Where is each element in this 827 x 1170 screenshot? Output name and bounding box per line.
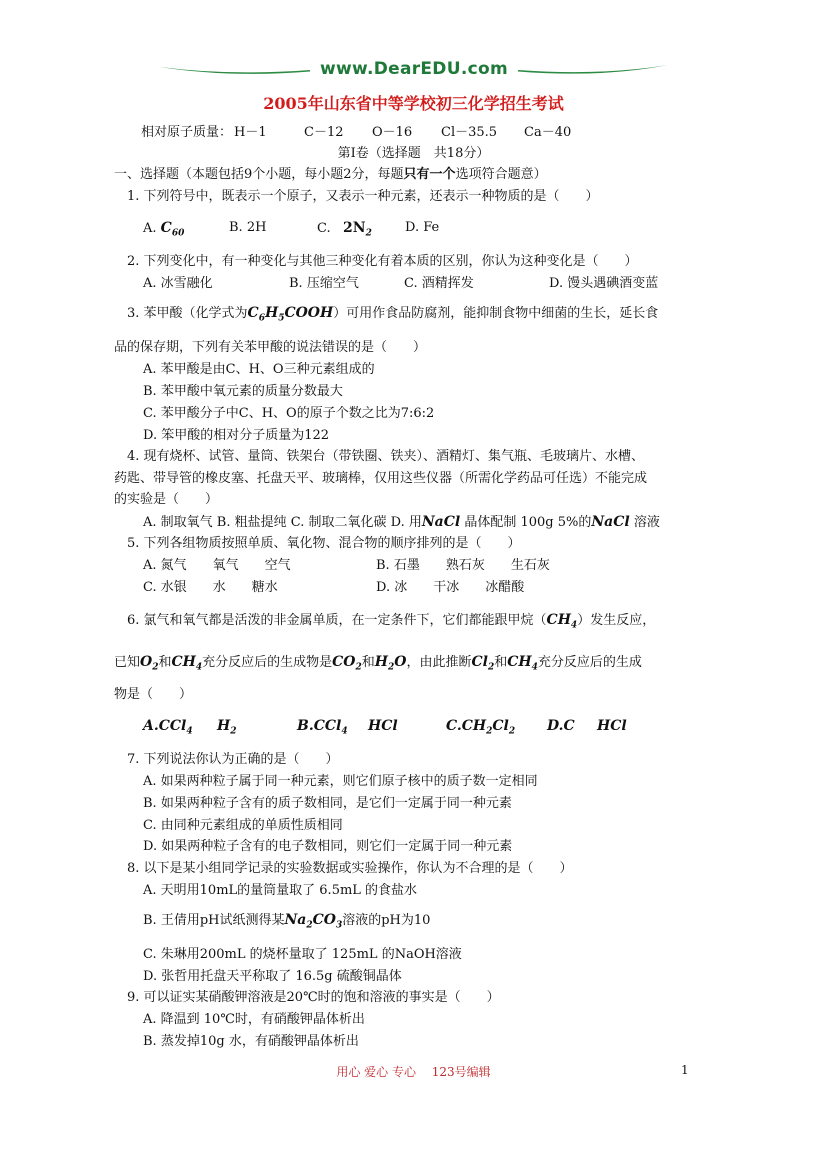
- q5-option-b: B. 石墨 熟石灰 生石灰: [376, 558, 550, 573]
- q5-option-a: A. 氮气 氧气 空气: [143, 558, 291, 573]
- q9-option-a: A. 降温到 10℃时，有硝酸钾晶体析出: [143, 1012, 365, 1027]
- q3-option-a: A. 苯甲酸是由C、H、O三种元素组成的: [143, 362, 375, 377]
- atomic-mass-ca: Ca－40: [524, 125, 572, 140]
- q2-option-d: D. 馒头遇碘酒变蓝: [549, 276, 659, 291]
- q8-option-b: B. 王倩用pH试纸测得某$Na_2CO_3$溶液的pH为10: [143, 912, 431, 931]
- q6-stem-line2: 已知$O_2$和$CH_4$充分反应后的生成物是$CO_2$和$H_2O$，由此推断$Cl_2$和$CH_4$充分反应后的生成: [114, 654, 642, 673]
- q1-option-a: A. $C_{60}$: [143, 220, 185, 239]
- q6-option-a: A.CCl$_4$: [143, 718, 193, 737]
- atomic-mass-o: O－16: [372, 125, 413, 140]
- q6-stem-line3: 物是（ ）: [114, 687, 193, 702]
- q6-option-d2: HCl: [597, 718, 627, 734]
- q7-option-b: B. 如果两种粒子含有的质子数相同，是它们一定属于同一种元素: [143, 796, 512, 811]
- q7-stem: 7. 下列说法你认为正确的是（ ）: [127, 752, 339, 767]
- q1-stem: 1. 下列符号中，既表示一个原子，又表示一种元素，还表示一种物质的是（ ）: [127, 189, 599, 204]
- q9-option-b: B. 蒸发掉10g 水，有硝酸钾晶体析出: [143, 1034, 359, 1049]
- q7-option-c: C. 由同种元素组成的单质性质相同: [143, 818, 343, 833]
- site-banner: [160, 58, 668, 84]
- page-number: 1: [681, 1063, 689, 1077]
- q8-stem: 8. 以下是某小组同学记录的实验数据或实验操作，你认为不合理的是（ ）: [127, 861, 573, 876]
- q5-option-c: C. 水银 水 糖水: [143, 580, 278, 595]
- q1-option-b: B. 2H: [229, 220, 267, 235]
- q5-stem: 5. 下列各组物质按照单质、氧化物、混合物的顺序排列的是（ ）: [127, 536, 521, 551]
- section-intro: 一、选择题（本题包括9个小题，每小题2分，每题只有一个选项符合题意）: [114, 167, 547, 182]
- q4-options: A. 制取氧气 B. 粗盐提纯 C. 制取二氧化碳 D. 用NaCl 晶体配制 100g 5%的NaCl 溶液: [143, 514, 660, 530]
- q2-option-b: B. 压缩空气: [289, 276, 359, 291]
- q3-stem-line1: 3. 苯甲酸（化学式为$C_6H_5COOH$）可用作食品防腐剂，能抑制食物中细菌的生长，延长食: [127, 305, 659, 324]
- atomic-mass-c: C－12: [304, 125, 344, 140]
- q3-option-c: C. 苯甲酸分子中C、H、O的原子个数之比为7:6:2: [143, 406, 435, 421]
- atomic-mass-cl: Cl－35.5: [441, 125, 498, 140]
- q6-option-a2: $H_2$: [217, 718, 237, 737]
- q3-stem-line2: 品的保存期，下列有关苯甲酸的说法错误的是（ ）: [114, 340, 427, 355]
- q6-option-d: D.C: [547, 718, 575, 734]
- q2-option-c: C. 酒精挥发: [404, 276, 474, 291]
- page-title: 2005年山东省中等学校初三化学招生考试: [263, 94, 564, 113]
- q6-option-c: $C.CH_2Cl_2$: [446, 718, 516, 737]
- footer-slogan: 用心 爱心 专心 123号编辑: [336, 1065, 491, 1079]
- site-url: www.DearEDU.com: [320, 59, 508, 79]
- atomic-mass-h: H－1: [234, 125, 267, 140]
- volume-heading: 第Ⅰ卷（选择题 共18分）: [337, 146, 490, 161]
- q7-option-d: D. 如果两种粒子含有的电子数相同，则它们一定属于同一种元素: [143, 839, 513, 854]
- q9-stem: 9. 可以证实某硝酸钾溶液是20℃时的饱和溶液的事实是（ ）: [127, 990, 500, 1005]
- q2-option-a: A. 冰雪融化: [143, 276, 213, 291]
- q4-stem-line1: 4. 现有烧杯、试管、量筒、铁架台（带铁圈、铁夹）、酒精灯、集气瓶、毛玻璃片、水槽、: [127, 449, 645, 464]
- q6-option-b2: HCl: [368, 718, 398, 734]
- q1-option-d: D. Fe: [405, 220, 440, 235]
- q6-stem-line1: 6. 氯气和氧气都是活泼的非金属单质，在一定条件下，它们都能跟甲烷$(CH_4)$发生反应，: [127, 612, 656, 631]
- q6-option-b: B.CCl$_4$: [297, 718, 348, 737]
- q8-option-c: C. 朱琳用200mL 的烧杯量取了 125mL 的NaOH溶液: [143, 947, 462, 962]
- q5-option-d: D. 冰 干冰 冰醋酸: [376, 580, 525, 595]
- q4-stem-line2: 药匙、带导管的橡皮塞、托盘天平、玻璃棒，仅用这些仪器（所需化学药品可任选）不能完成: [114, 471, 648, 486]
- q1-option-c: C. $2N_2$: [317, 220, 372, 239]
- q8-option-a: A. 天明用10mL的量筒量取了 6.5mL 的食盐水: [143, 883, 418, 898]
- q4-stem-line3: 的实验是（ ）: [114, 492, 219, 507]
- q7-option-a: A. 如果两种粒子属于同一种元素，则它们原子核中的质子数一定相同: [143, 774, 538, 789]
- q3-option-b: B. 苯甲酸中氧元素的质量分数最大: [143, 384, 343, 399]
- q2-stem: 2. 下列变化中，有一种变化与其他三种变化有着本质的区别，你认为这种变化是（ ）: [127, 254, 638, 269]
- q3-option-d: D. 笨甲酸的相对分子质量为122: [143, 428, 330, 443]
- q8-option-d: D. 张哲用托盘天平称取了 16.5g 硫酸铜晶体: [143, 969, 402, 984]
- atomic-mass-label: 相对原子质量：: [141, 125, 233, 140]
